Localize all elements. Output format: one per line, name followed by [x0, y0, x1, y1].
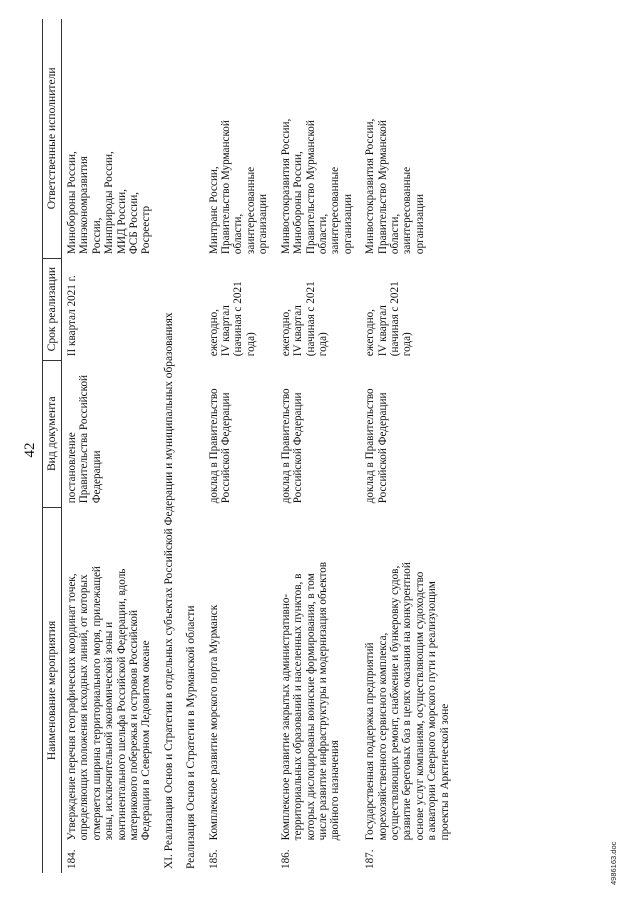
- term: ежегодно, IV квартал (начиная с 2021 года): [279, 281, 329, 357]
- document-type: доклад в Правительство Российской Федерации: [279, 388, 305, 504]
- header-executors: Ответственные исполнители: [43, 19, 62, 258]
- row-number: 184.: [66, 849, 78, 869]
- measure-name: Утверждение перечня географических координат точек, определяющих положения исходных линий, от которых отмеряется ширина территориального моря, прилежащей зоны, исключительной экономической зоны и континентального шельфа Российской Федерации, вдоль материкового побережья и островов Российской Федерации в Северном Ледовитом океане: [66, 566, 153, 841]
- measure-name: Комплексное развитие закрытых административно- территориальных образований и населенных пунктов, в которых дислоцированы воинские формирования, в том числе развитие инфраструктуры и модернизация объектов двойного назначения: [279, 561, 342, 841]
- measure-name: Комплексное развитие морского порта Мурманск: [207, 604, 220, 841]
- row-number: 187.: [364, 849, 377, 869]
- header-term: Срок реализации: [43, 258, 62, 360]
- measure-name: Государственная поддержка предприятий морехозяйственного сервисного комплекса, осуществляющих ремонт, снабжение и бункеровку судов, развитие береговых баз в целях оказания на конкурентной основе услуг компаниям, осуществляющим судоходство в акватории Северного морского пути и реализующим проекты в Арктической зоне: [364, 562, 451, 841]
- table-row: [204, 19, 276, 873]
- measures-table: [42, 19, 457, 873]
- document-page: [20, 15, 620, 885]
- executors: Минвостокразвития России, Минобороны России, Правительство Мурманской области, заинтересованные организации: [279, 118, 354, 255]
- header-document-type: Вид документа: [43, 360, 62, 507]
- term: ежегодно, IV квартал (начиная с 2021 года): [207, 281, 257, 357]
- section-heading-row: [159, 19, 181, 873]
- table-row: [360, 19, 457, 873]
- table-row: [276, 19, 360, 873]
- table-row: [62, 19, 159, 873]
- subsection-heading-row: [181, 19, 203, 873]
- document-type: доклад в Правительство Российской Федерации: [207, 388, 233, 504]
- executors: Минтранс России, Правительство Мурманской области, заинтересованные организации: [207, 120, 270, 255]
- row-number: 186.: [279, 849, 292, 869]
- document-type: доклад в Правительство Российской Федерации: [364, 388, 389, 504]
- document-type: постановление Правительства Российской Федерации: [66, 374, 103, 504]
- section-heading: XI. Реализация Основ и Стратегии в отдельных субъектах Российской Федерации и муниципальных образованиях: [162, 312, 175, 869]
- subsection-heading: Реализация Основ и Стратегии в Мурманской области: [185, 605, 198, 869]
- row-number: 185.: [207, 849, 220, 869]
- page-number: 42: [22, 442, 38, 458]
- header-name: Наименование мероприятия: [43, 507, 62, 873]
- term: ежегодно, IV квартал (начиная с 2021 года): [364, 281, 414, 357]
- table-header-row: [43, 19, 62, 873]
- executors: Минобороны России, Минэкономразвития России, Минприроды России, МИД России, ФСБ России, Росреестр: [66, 151, 153, 255]
- document-code: 4986163.doc: [609, 841, 618, 885]
- executors: Минвостокразвития России, Правительство Мурманской области, заинтересованные организации: [364, 118, 426, 255]
- term: II квартал 2021 г.: [66, 275, 78, 357]
